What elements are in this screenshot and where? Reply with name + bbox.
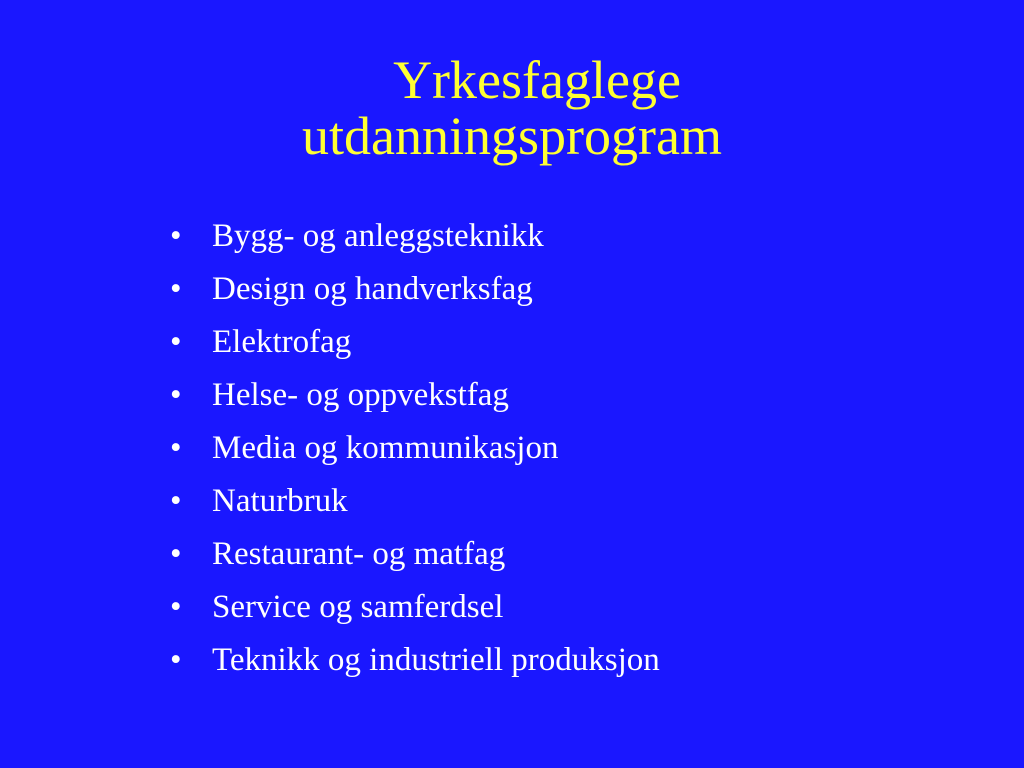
- list-item: [170, 475, 660, 528]
- list-item-label: Bygg- og anleggsteknikk: [212, 218, 544, 254]
- title-line-1: Yrkesfaglege: [393, 50, 681, 110]
- list-item: [170, 316, 660, 369]
- list-item-label: Helse- og oppvekstfag: [212, 377, 509, 413]
- bullet-icon: •: [170, 536, 182, 572]
- list-item: [170, 263, 660, 316]
- bullet-icon: •: [170, 218, 182, 254]
- bullet-icon: •: [170, 430, 182, 466]
- list-item: [170, 528, 660, 581]
- list-item: [170, 422, 660, 475]
- bullet-icon: •: [170, 589, 182, 625]
- list-item: [170, 369, 660, 422]
- slide-title: [0, 52, 1024, 164]
- list-item-label: Elektrofag: [212, 324, 352, 360]
- list-item-label: Media og kommunikasjon: [212, 430, 559, 466]
- program-list: [170, 210, 660, 687]
- bullet-icon: •: [170, 642, 182, 678]
- bullet-icon: •: [170, 377, 182, 413]
- list-item-label: Restaurant- og matfag: [212, 536, 506, 572]
- list-item: [170, 581, 660, 634]
- bullet-icon: •: [170, 271, 182, 307]
- list-item-label: Design og handverksfag: [212, 271, 533, 307]
- bullet-icon: •: [170, 324, 182, 360]
- list-item-label: Teknikk og industriell produksjon: [212, 642, 660, 678]
- bullet-icon: •: [170, 483, 182, 519]
- list-item-label: Service og samferdsel: [212, 589, 504, 625]
- title-line-2: utdanningsprogram: [302, 106, 722, 166]
- list-item: [170, 634, 660, 687]
- list-item-label: Naturbruk: [212, 483, 348, 519]
- list-item: [170, 210, 660, 263]
